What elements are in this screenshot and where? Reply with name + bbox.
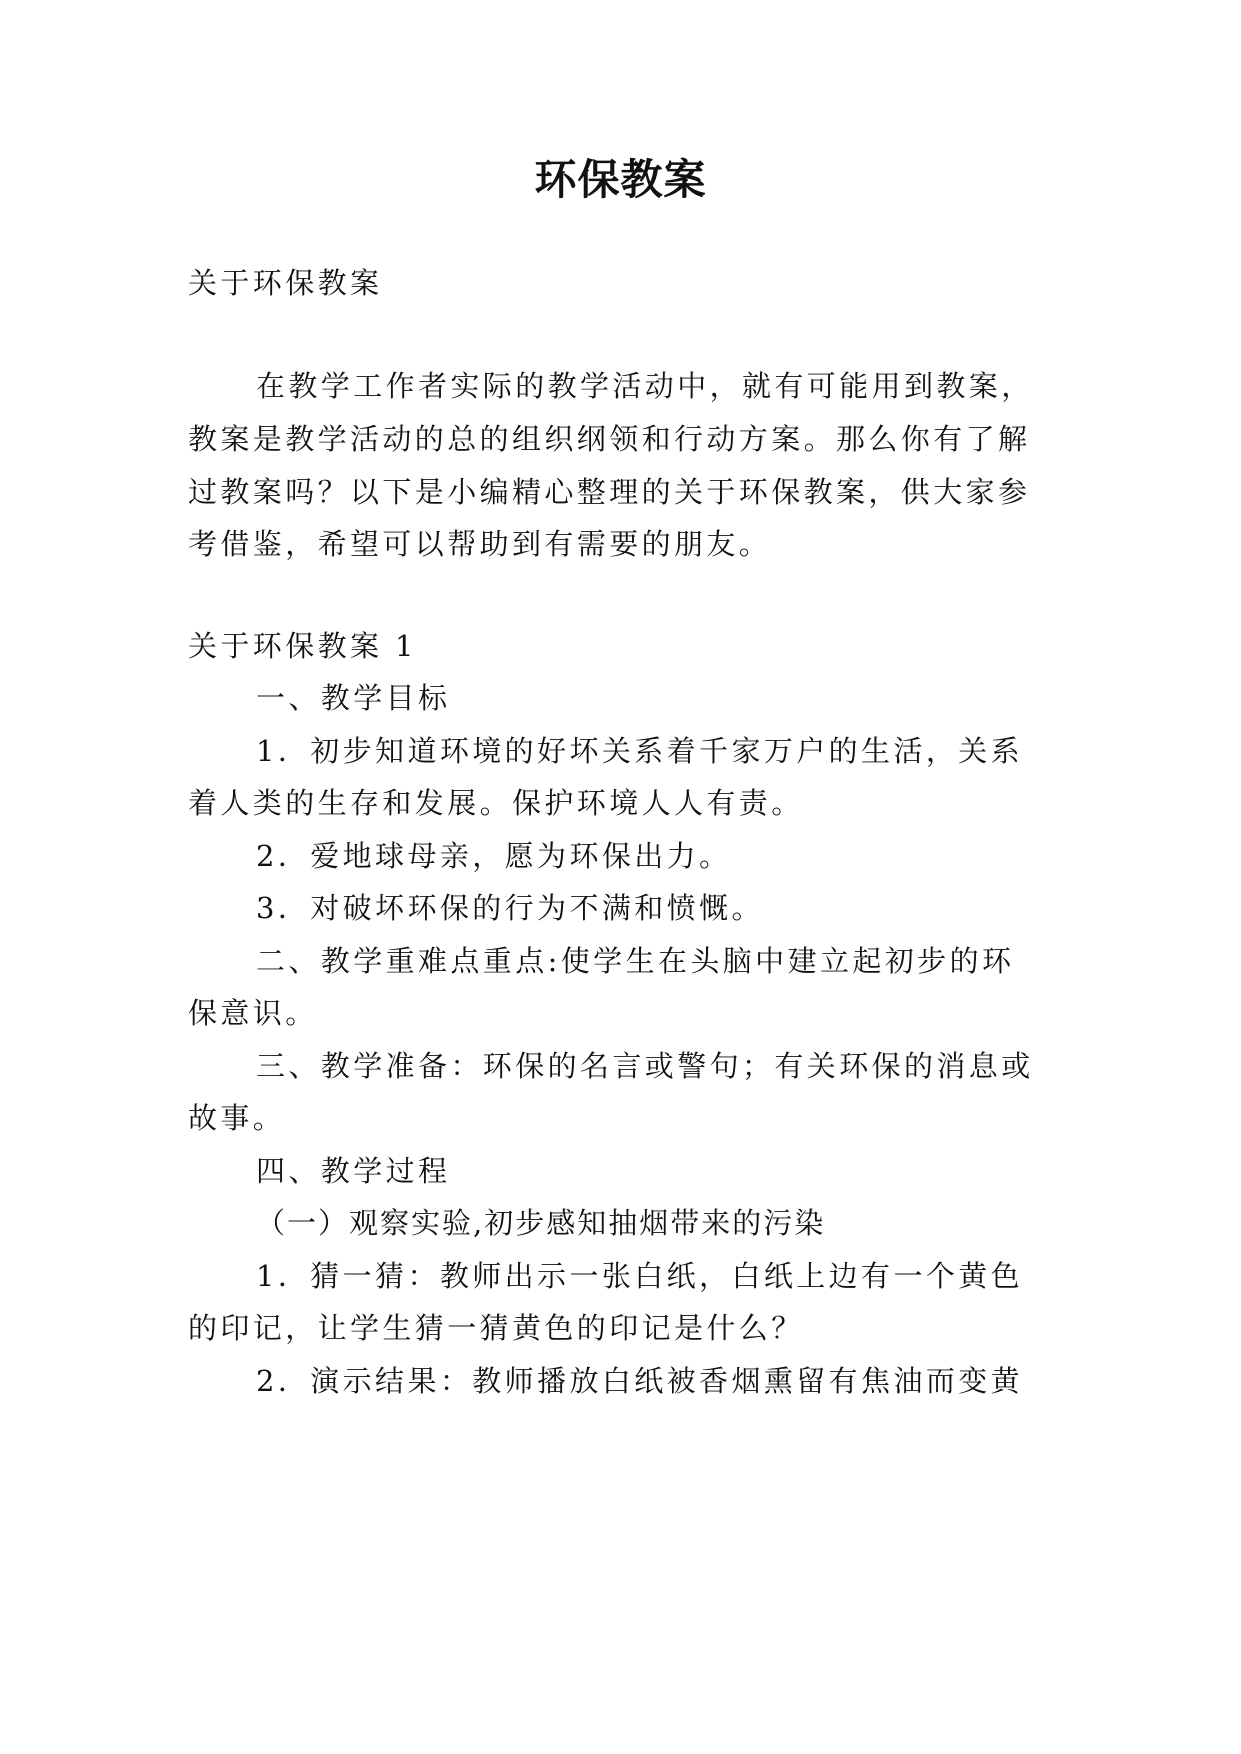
section-heading: 关于环保教案 1 bbox=[188, 629, 417, 663]
body-line: 故事。 bbox=[188, 1101, 286, 1135]
body-line: （一）观察实验,初步感知抽烟带来的污染 bbox=[256, 1206, 826, 1240]
body-line: 保意识。 bbox=[188, 996, 318, 1030]
document-title: 环保教案 bbox=[534, 155, 707, 204]
body-line: 2．演示结果：教师播放白纸被香烟熏留有焦油而变黄 bbox=[256, 1364, 1024, 1398]
intro-line: 过教案吗？以下是小编精心整理的关于环保教案，供大家参 bbox=[188, 475, 1031, 509]
body-line: 3．对破坏环保的行为不满和愤慨。 bbox=[256, 891, 764, 925]
intro-line: 考借鉴，希望可以帮助到有需要的朋友。 bbox=[188, 527, 772, 561]
subtitle: 关于环保教案 bbox=[188, 266, 383, 300]
body-line: 三、教学准备：环保的名言或警句；有关环保的消息或 bbox=[256, 1049, 1034, 1083]
body-line: 的印记，让学生猜一猜黄色的印记是什么？ bbox=[188, 1311, 804, 1345]
body-line: 四、教学过程 bbox=[256, 1154, 451, 1188]
body-line: 一、教学目标 bbox=[256, 681, 451, 715]
intro-line: 在教学工作者实际的教学活动中，就有可能用到教案， bbox=[256, 369, 1034, 403]
body-line: 着人类的生存和发展。保护环境人人有责。 bbox=[188, 786, 804, 820]
body-line: 1．初步知道环境的好坏关系着千家万户的生活，关系 bbox=[256, 734, 1024, 768]
intro-line: 教案是教学活动的总的组织纲领和行动方案。那么你有了解 bbox=[188, 422, 1031, 456]
body-line: 1．猜一猜：教师出示一张白纸，白纸上边有一个黄色 bbox=[256, 1259, 1024, 1293]
body-line: 二、教学重难点重点:使学生在头脑中建立起初步的环 bbox=[256, 944, 1015, 978]
body-line: 2．爱地球母亲，愿为环保出力。 bbox=[256, 839, 732, 873]
